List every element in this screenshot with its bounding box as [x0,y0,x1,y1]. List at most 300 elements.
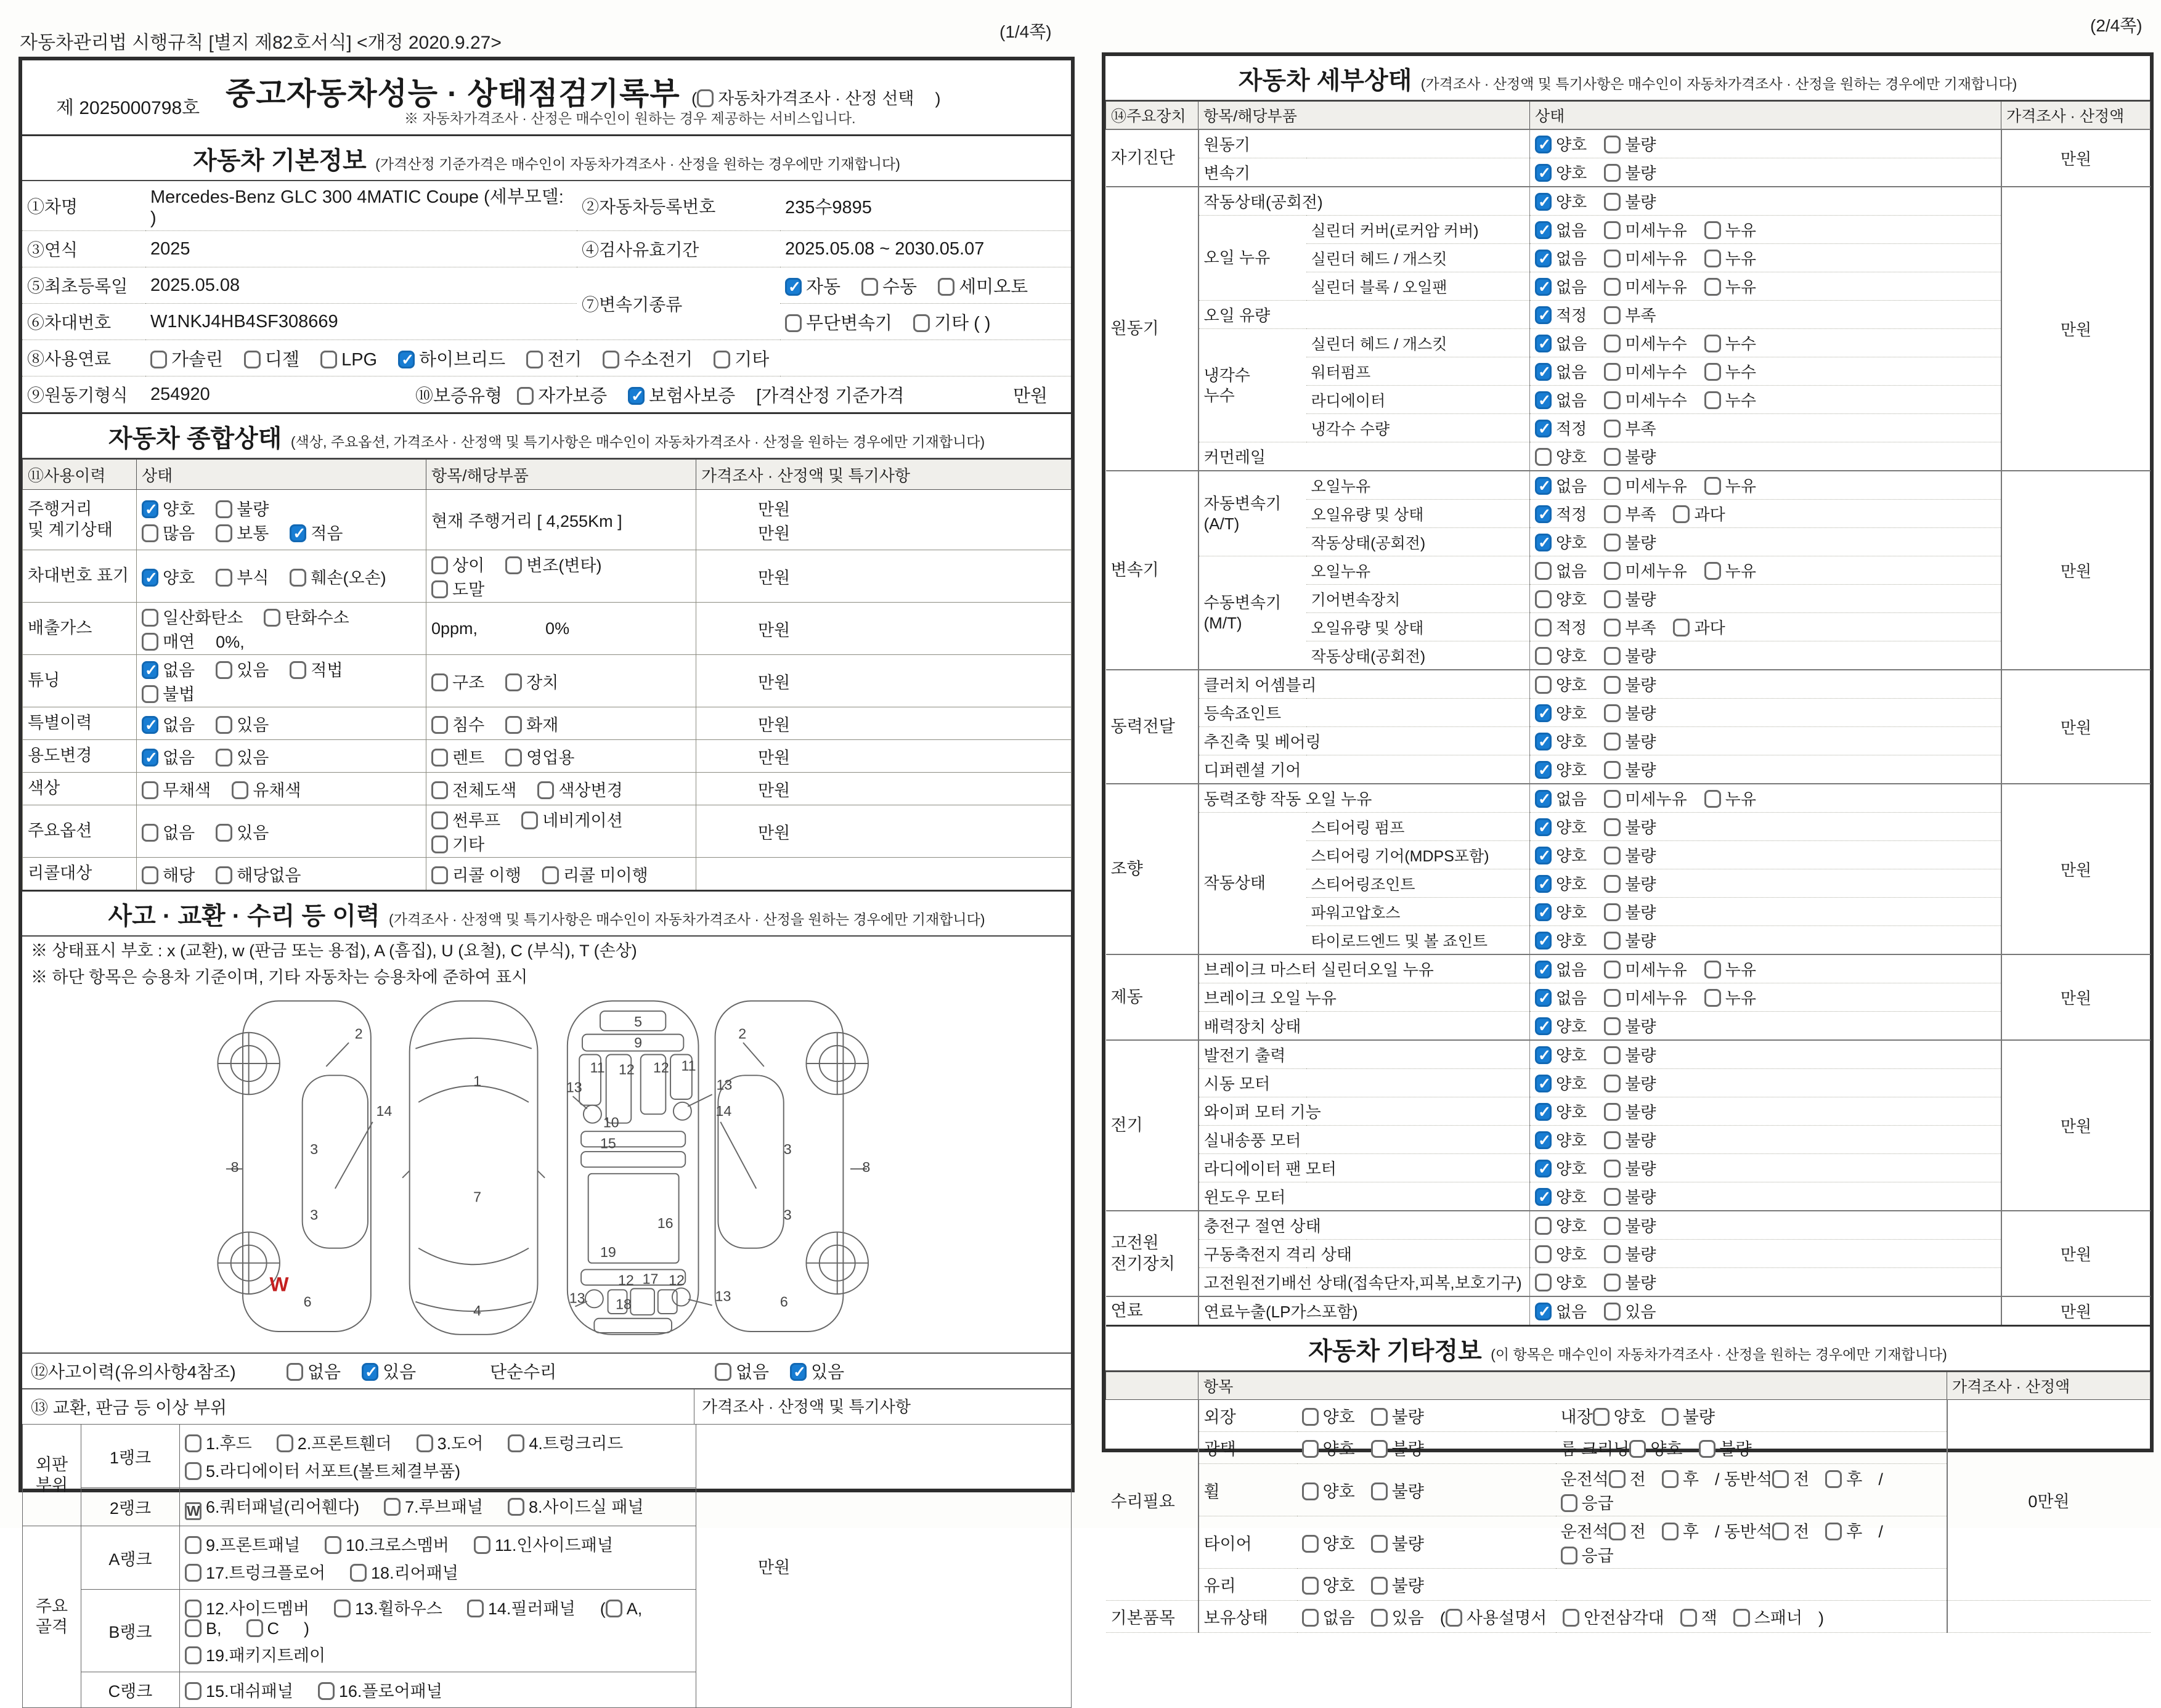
checked-checkbox-icon [398,351,415,368]
state-option-label: 불량 [237,500,269,519]
diagram-number-label: 6 [779,1293,788,1310]
empty-checkbox-icon [1604,818,1621,836]
empty-checkbox-icon [150,351,167,368]
item-label: 클러치 어셈블리 [1199,670,1530,699]
panel-option-label: 5.라디에이터 서포트(볼트체결부품) [206,1462,461,1481]
diagram-number-label: 11 [590,1059,605,1076]
state-option [216,744,269,768]
state-option-label: 있음 [237,715,269,734]
detail-state-option [1604,1185,1656,1208]
panel-option-label: 13.휠하우스 [354,1600,442,1619]
item-label: 배력장치 상태 [1199,1012,1530,1041]
basic-items-group-label: 기본품목 [1106,1601,1199,1633]
state-option-label: 있음 [237,661,269,680]
price-line: 만원 [758,620,791,640]
state-option-label: 해당없음 [237,866,301,885]
checked-checkbox-icon [1535,1160,1552,1177]
fuel-option [603,346,693,371]
panel-option [185,1532,300,1556]
diagram-number-label: 13 [716,1076,733,1093]
panel-option-label: C [267,1619,280,1638]
detail-state-option-label: 양호 [1556,164,1587,182]
detail-state-option [1535,1242,1587,1265]
diagram-number-label: 11 [681,1057,696,1074]
detail-state-option-label: 누수 [1725,363,1756,381]
empty-checkbox-icon [142,781,158,799]
etc-option [1302,1531,1355,1555]
detail-row [1106,216,2151,244]
item-part-cell [426,550,696,603]
overall-col-use: ⑪사용이력 [23,460,137,490]
state-options [1530,699,2001,727]
empty-checkbox-icon [1604,903,1621,921]
checked-checkbox-icon [1535,1131,1552,1149]
etc-option [1371,1478,1424,1502]
detail-state-option [1535,587,1587,610]
price-line: 만원 [758,823,791,842]
text-token: 0ppm, [431,619,478,638]
etc-extra-option-label: 응급 [1581,1547,1614,1565]
empty-checkbox-icon [1561,1494,1577,1512]
etc-extra-option [1609,1466,1646,1490]
use-history-label: 주행거리 및 계기상태 [23,490,137,550]
detail-state-option [1604,474,1687,497]
overall-header [22,414,1071,459]
detail-row [1106,699,2151,727]
empty-checkbox-icon [1704,562,1721,580]
detail-state-option-label: 양호 [1556,1075,1587,1093]
panel-option-label: 1.후드 [206,1434,252,1454]
basic-row [22,340,1071,376]
detail-row [1106,983,2151,1012]
detail-state-option-label: 있음 [1625,1303,1656,1321]
diagram-number-label: 13 [569,1290,585,1306]
diagram-number-label: 3 [783,1141,792,1158]
item-option-label: 렌트 [452,748,485,767]
detail-state-option-label: 미세누수 [1625,391,1687,410]
detail-state-option [1535,844,1587,866]
empty-checkbox-icon [185,1600,201,1617]
accident-history-option [362,1359,416,1383]
detail-row [1106,670,2151,699]
detail-header [1105,56,2150,101]
engine-type-value: 254920 [150,384,210,404]
col-item: 항목/해당부품 [1199,102,1530,130]
etc-extra-option-label: 양호 [1650,1440,1683,1458]
part-label: 타이로드엔드 및 볼 죠인트 [1306,926,1530,955]
fuel-label: ⑧사용연료 [22,340,145,376]
diagram-number-label: 13 [715,1288,731,1304]
page2-number: (2/4쪽) [2090,16,2143,35]
detail-state-option-label: 양호 [1556,1046,1587,1065]
overall-row [23,603,1072,655]
text-token: 운전석 [1560,1523,1609,1541]
detail-row [1106,1211,2151,1240]
detail-state-option-label: 없음 [1556,1303,1587,1321]
detail-state-option-label: 양호 [1556,1017,1587,1036]
diagram-number-label: 7 [473,1189,482,1205]
detail-state-option-label: 누수 [1725,391,1756,410]
accident-history-option [287,1359,341,1383]
empty-checkbox-icon [913,314,930,332]
state-option-label: 매연 [163,633,195,651]
text-token: 운전석 [1560,1470,1609,1489]
item-option [505,744,574,768]
etc-extra-options [1556,1569,1947,1601]
empty-checkbox-icon [1604,250,1621,267]
detail-title: 자동차 세부상태 [1238,67,1412,94]
detail-state-option [1604,730,1656,752]
checked-checkbox-icon [1535,164,1552,182]
state-line [142,744,421,768]
detail-row [1106,1126,2151,1154]
panel-option [384,1494,483,1518]
state-options [1530,556,2001,585]
text-token: / 동반석 [1714,1470,1773,1489]
empty-checkbox-icon [1371,1440,1388,1458]
etc-extra-option-label: 전 [1629,1523,1646,1541]
empty-checkbox-icon [431,673,448,691]
damage-mark-w: W [269,1272,289,1296]
checked-checkbox-icon [142,749,158,767]
item-label: 브레이크 마스터 실린더오일 누유 [1199,954,1530,983]
etc-option-label: 불량 [1391,1482,1424,1501]
panel-option-label: 8.사이드실 패널 [529,1498,644,1517]
state-line [142,819,421,844]
checked-checkbox-icon [1535,1017,1552,1035]
price-cell: 만원 [2001,670,2151,784]
detail-row [1106,442,2151,471]
diagram-number-label: 2 [738,1025,747,1042]
diagram-number-label: 8 [862,1159,871,1176]
detail-state-option-label: 양호 [1556,136,1587,154]
detail-state-option-label: 미세누유 [1625,989,1687,1007]
detail-state-option-label: 누유 [1725,562,1756,580]
diagram-number-label: 10 [603,1114,619,1131]
empty-checkbox-icon [216,824,232,842]
detail-state-option-label: 양호 [1556,875,1587,893]
state-options [1530,1097,2001,1126]
empty-checkbox-icon [1535,448,1552,466]
detail-state-option-label: 부족 [1625,505,1656,524]
etc-extra-option [1825,1466,1862,1490]
detail-state-option [1673,502,1725,525]
text-token: 룸 크리닝 [1560,1440,1630,1458]
overall-col-price: 가격조사 · 산정액 및 특기사항 [696,460,1072,490]
empty-checkbox-icon [1699,1440,1715,1458]
etc-extra-option [1629,1436,1682,1460]
detail-state-option [1604,218,1687,241]
etc-item-options [1297,1516,1556,1569]
detail-state-option [1604,758,1656,781]
etc-extra-option [1662,1404,1715,1428]
empty-checkbox-icon [1563,1609,1579,1627]
state-option [216,819,269,844]
detail-state-option [1604,1072,1656,1094]
state-options [1530,244,2001,272]
item-line [431,552,691,600]
detail-row [1106,1268,2151,1297]
state-options [1530,670,2001,699]
detail-row [1106,158,2151,187]
checked-checkbox-icon [142,661,158,679]
etc-price-cell: 0만원 [1947,1400,2151,1601]
diagram-number-label: 9 [634,1035,643,1051]
text-token: 0%, [216,633,245,651]
basic-items-option [1680,1604,1717,1629]
state-option-label: 일산화탄소 [163,609,243,627]
detail-state-option [1604,417,1656,439]
part-label: 오일유량 및 상태 [1306,613,1530,641]
device-group-label: 자기진단 [1106,129,1199,187]
empty-checkbox-icon [264,609,280,627]
detail-state-table [1105,101,2151,1327]
first-reg-label: ⑤최초등록일 [22,267,145,304]
empty-checkbox-icon [606,1600,622,1617]
detail-state-option-label: 양호 [1556,647,1587,665]
detail-state-option [1535,1014,1587,1037]
detail-state-option [1704,559,1756,582]
empty-checkbox-icon [1704,989,1721,1007]
empty-checkbox-icon [1604,164,1621,182]
state-options [1530,954,2001,983]
transmission-option-label: 수동 [882,277,918,297]
detail-state-option [1535,218,1587,241]
etc-extra-option [1662,1466,1699,1490]
detail-state-option-label: 없음 [1556,989,1587,1007]
empty-checkbox-icon [1604,676,1621,694]
state-options [1530,755,2001,784]
use-history-label: 배출가스 [23,603,137,655]
item-option-label: 영업용 [526,748,575,767]
exchange-price-column-header: 가격조사 · 산정액 및 특기사항 [694,1389,1071,1424]
state-option-label: 있음 [237,823,269,842]
empty-checkbox-icon [1704,363,1721,381]
item-label: 와이퍼 모터 기능 [1199,1097,1530,1126]
state-options [1530,272,2001,301]
detail-state-option [1535,246,1587,269]
detail-state-option [1604,502,1656,525]
empty-checkbox-icon [216,569,232,587]
price-cell: 만원 [2001,1296,2151,1326]
detail-state-option-label: 적정 [1556,306,1587,325]
etc-col-blank [1106,1372,1199,1400]
empty-checkbox-icon [185,1462,201,1480]
item-option-label: 색상변경 [558,781,623,800]
empty-checkbox-icon [384,1498,401,1516]
text-token: ) [935,89,941,108]
checked-checkbox-icon [628,387,645,405]
col-state: 상태 [1530,102,2001,130]
price-cell [696,655,1072,707]
detail-state-option [1604,1128,1656,1151]
use-history-label: 리콜대상 [23,858,137,891]
detail-row [1106,471,2151,500]
detail-state-option [1704,474,1756,497]
overall-row [23,655,1072,707]
etc-extra-option-label: 전 [1793,1470,1810,1489]
panel-option [185,1678,293,1702]
detail-row [1106,301,2151,329]
empty-checkbox-icon [1604,1303,1621,1320]
detail-state-option-label: 미세누유 [1625,278,1687,296]
detail-state-option-label: 양호 [1556,1217,1587,1235]
fuel-option [244,346,299,371]
empty-checkbox-icon [1535,1245,1552,1263]
detail-state-option [1535,531,1587,553]
etc-extra-option [1593,1404,1646,1428]
item-option [521,807,622,831]
etc-extra-options [1556,1400,1947,1432]
detail-row [1106,129,2151,158]
empty-checkbox-icon [508,1498,524,1516]
panel-option-label: 14.필러패널 [487,1600,576,1619]
empty-checkbox-icon [216,661,232,679]
overall-row [23,707,1072,740]
price-line: 만원 [758,715,791,734]
state-option [142,520,195,544]
checked-checkbox-icon [1535,1303,1552,1320]
checked-checkbox-icon [790,1363,807,1381]
checked-checkbox-icon [1535,477,1552,495]
empty-checkbox-icon [1604,1188,1621,1206]
part-label: 라디에이터 [1306,386,1530,414]
transmission-option [913,309,990,335]
detail-state-option-label: 불량 [1625,1160,1656,1178]
state-options [1530,784,2001,813]
warranty-option [517,382,607,407]
diagram-number-label: 18 [616,1296,632,1312]
detail-state-option [1535,559,1587,582]
detail-column-header [1106,102,2151,130]
base-price-label: [가격산정 기준가격 [756,386,905,406]
price-line: 만원 [758,673,791,692]
checked-checkbox-icon [1535,761,1552,779]
price-survey-select-option-label: 자동차가격조사 · 산정 선택 [718,89,914,108]
empty-checkbox-icon [431,836,448,853]
empty-checkbox-icon [1604,136,1621,153]
state-option [216,712,269,736]
item-category-label: 작동상태 [1199,813,1306,955]
empty-checkbox-icon [1604,989,1621,1007]
overall-title: 자동차 종합상태 [108,425,282,452]
price-cell [696,550,1072,603]
basic-items-option [1371,1604,1424,1629]
rank-label: 2랭크 [81,1488,180,1526]
etc-option [1302,1436,1355,1460]
etc-option-label: 양호 [1322,1482,1355,1501]
state-option [142,657,195,681]
etc-option [1371,1436,1424,1460]
engine-warranty-flex [150,382,1066,407]
empty-checkbox-icon [1302,1577,1319,1595]
transmission-option-label: 기타 ( ) [934,313,991,333]
detail-state-option [1604,132,1656,155]
transmission-options-line2 [780,304,1071,340]
item-line [431,669,691,693]
rank-items [180,1488,696,1526]
empty-checkbox-icon [1662,1408,1679,1426]
detail-state-option [1604,986,1687,1009]
panel-option [334,1595,442,1619]
overall-row [23,740,1072,773]
empty-checkbox-icon [505,673,522,691]
empty-checkbox-icon [1604,961,1621,978]
empty-checkbox-icon [1371,1535,1388,1553]
empty-checkbox-icon [521,811,538,829]
etc-extra-option [1662,1518,1699,1542]
empty-checkbox-icon [246,1619,263,1637]
transmission-options-line1 [780,267,1071,304]
empty-checkbox-icon [431,749,448,767]
detail-state-option-label: 양호 [1556,761,1587,779]
item-line [431,807,691,855]
etc-option [1302,1478,1355,1502]
detail-state-option [1604,787,1687,810]
empty-checkbox-icon [1302,1482,1319,1500]
rank-items [180,1672,696,1708]
detail-state-option [1535,900,1587,923]
detail-state-option [1604,1242,1656,1265]
etc-extra-option [1699,1436,1752,1460]
item-option [505,552,601,576]
state-line [142,777,421,801]
diagram-number-label: 4 [473,1303,482,1319]
empty-checkbox-icon [1604,562,1621,580]
detail-row [1106,1296,2151,1326]
state-options [1530,442,2001,471]
device-group-label: 조향 [1106,784,1199,954]
etc-item-label: 유리 [1199,1569,1297,1601]
detail-state-option-label: 없음 [1556,278,1587,296]
detail-state-option-label: 양호 [1556,676,1587,694]
fuel-option-label: 가솔린 [171,349,224,370]
device-group-label: 고전원 전기장치 [1106,1211,1199,1296]
rank-label: A랭크 [81,1526,180,1590]
empty-checkbox-icon [1604,1245,1621,1263]
checked-checkbox-icon [1535,136,1552,153]
empty-checkbox-icon [185,1536,201,1554]
simple-repair-label: 단순수리 [490,1362,557,1382]
detail-state-option-label: 적정 [1556,420,1587,438]
empty-checkbox-icon [1604,1103,1621,1121]
basic-info-header [22,136,1071,181]
item-part-cell [426,773,696,805]
rank-item-line [185,1678,691,1702]
state-option-label: 있음 [237,748,269,767]
detail-state-option-label: 적정 [1556,619,1587,637]
detail-state-option [1535,787,1587,810]
detail-state-option-label: 양호 [1556,590,1587,609]
state-option-label: 양호 [163,500,195,519]
state-option [290,657,343,681]
detail-state-option [1535,502,1587,525]
state-options [1530,1069,2001,1097]
empty-checkbox-icon [1825,1523,1842,1540]
empty-checkbox-icon [1604,647,1621,665]
item-line [431,508,691,532]
item-label: 연료누출(LP가스포함) [1199,1296,1530,1326]
empty-checkbox-icon [1662,1470,1679,1488]
empty-checkbox-icon [1704,250,1721,267]
fuel-option [320,350,377,370]
checked-checkbox-icon [1535,1188,1552,1206]
etc-option [1302,1572,1355,1596]
empty-checkbox-icon [216,866,232,884]
empty-checkbox-icon [508,1434,524,1452]
empty-checkbox-icon [185,1434,201,1452]
panel-option [185,1560,325,1584]
